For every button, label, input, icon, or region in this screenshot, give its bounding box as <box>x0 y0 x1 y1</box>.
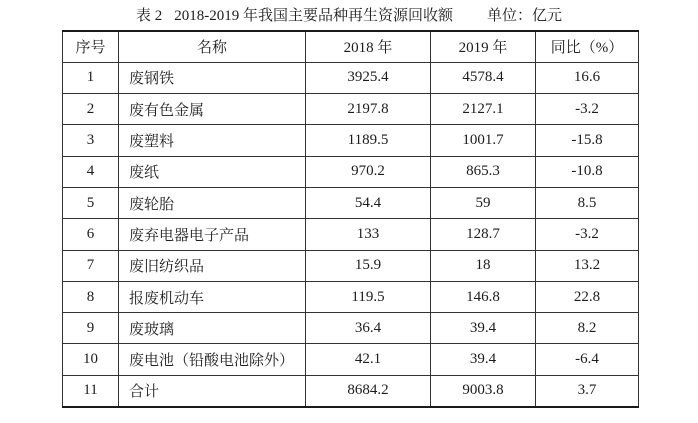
cell-2018: 15.9 <box>306 250 431 281</box>
cell-yoy: -10.8 <box>536 156 639 187</box>
table-row <box>63 94 639 125</box>
cell-name: 废钢铁 <box>119 62 306 93</box>
cell-2018: 133 <box>306 219 431 250</box>
cell-name: 合计 <box>119 375 306 406</box>
cell-name: 废轮胎 <box>119 187 306 218</box>
column-header-name: 名称 <box>119 31 306 62</box>
cell-no: 6 <box>63 219 119 250</box>
cell-2018: 3925.4 <box>306 62 431 93</box>
cell-no: 9 <box>63 313 119 344</box>
cell-2019: 1001.7 <box>431 125 536 156</box>
cell-no: 1 <box>63 62 119 93</box>
cell-no: 2 <box>63 94 119 125</box>
header-row <box>63 31 639 62</box>
cell-2019: 146.8 <box>431 281 536 312</box>
table-row <box>63 313 639 344</box>
cell-name: 报废机动车 <box>119 281 306 312</box>
table-row <box>63 344 639 375</box>
column-header-no: 序号 <box>63 31 119 62</box>
column-header-2019: 2019 年 <box>431 31 536 62</box>
cell-2019: 4578.4 <box>431 62 536 93</box>
cell-no: 5 <box>63 187 119 218</box>
cell-2018: 1189.5 <box>306 125 431 156</box>
cell-name: 废电池（铅酸电池除外） <box>119 344 306 375</box>
cell-2019: 128.7 <box>431 219 536 250</box>
cell-2018: 2197.8 <box>306 94 431 125</box>
cell-2018: 54.4 <box>306 187 431 218</box>
cell-yoy: 8.5 <box>536 187 639 218</box>
unit-label: 单位：亿元 <box>487 8 563 24</box>
cell-name: 废塑料 <box>119 125 306 156</box>
cell-2019: 39.4 <box>431 344 536 375</box>
cell-no: 10 <box>63 344 119 375</box>
table-row <box>63 250 639 281</box>
cell-yoy: 3.7 <box>536 375 639 406</box>
cell-2018: 970.2 <box>306 156 431 187</box>
cell-2019: 9003.8 <box>431 375 536 406</box>
cell-yoy: -3.2 <box>536 94 639 125</box>
column-header-yoy: 同比（%） <box>536 31 639 62</box>
cell-name: 废有色金属 <box>119 94 306 125</box>
cell-yoy: 8.2 <box>536 313 639 344</box>
cell-2018: 36.4 <box>306 313 431 344</box>
cell-no: 3 <box>63 125 119 156</box>
page-title <box>0 6 698 26</box>
cell-yoy: -15.8 <box>536 125 639 156</box>
cell-name: 废玻璃 <box>119 313 306 344</box>
cell-yoy: 22.8 <box>536 281 639 312</box>
table-body <box>63 62 639 406</box>
cell-no: 11 <box>63 375 119 406</box>
cell-yoy: 16.6 <box>536 62 639 93</box>
column-header-2018: 2018 年 <box>306 31 431 62</box>
cell-2018: 8684.2 <box>306 375 431 406</box>
table-row <box>63 219 639 250</box>
table-row <box>63 125 639 156</box>
cell-2019: 865.3 <box>431 156 536 187</box>
table-row <box>63 281 639 312</box>
cell-no: 8 <box>63 281 119 312</box>
table-row <box>63 156 639 187</box>
cell-no: 4 <box>63 156 119 187</box>
cell-name: 废旧纺织品 <box>119 250 306 281</box>
table-title-text: 2018-2019 年我国主要品种再生资源回收额 <box>174 8 453 24</box>
recycling-data-table <box>62 30 639 408</box>
cell-yoy: -3.2 <box>536 219 639 250</box>
cell-2018: 119.5 <box>306 281 431 312</box>
cell-name: 废弃电器电子产品 <box>119 219 306 250</box>
cell-yoy: -6.4 <box>536 344 639 375</box>
cell-2019: 18 <box>431 250 536 281</box>
table-row <box>63 62 639 93</box>
table-row <box>63 375 639 406</box>
cell-2019: 39.4 <box>431 313 536 344</box>
cell-2018: 42.1 <box>306 344 431 375</box>
cell-no: 7 <box>63 250 119 281</box>
table-number-label: 表 2 <box>135 8 163 24</box>
cell-yoy: 13.2 <box>536 250 639 281</box>
cell-name: 废纸 <box>119 156 306 187</box>
cell-2019: 59 <box>431 187 536 218</box>
table-row <box>63 187 639 218</box>
cell-2019: 2127.1 <box>431 94 536 125</box>
